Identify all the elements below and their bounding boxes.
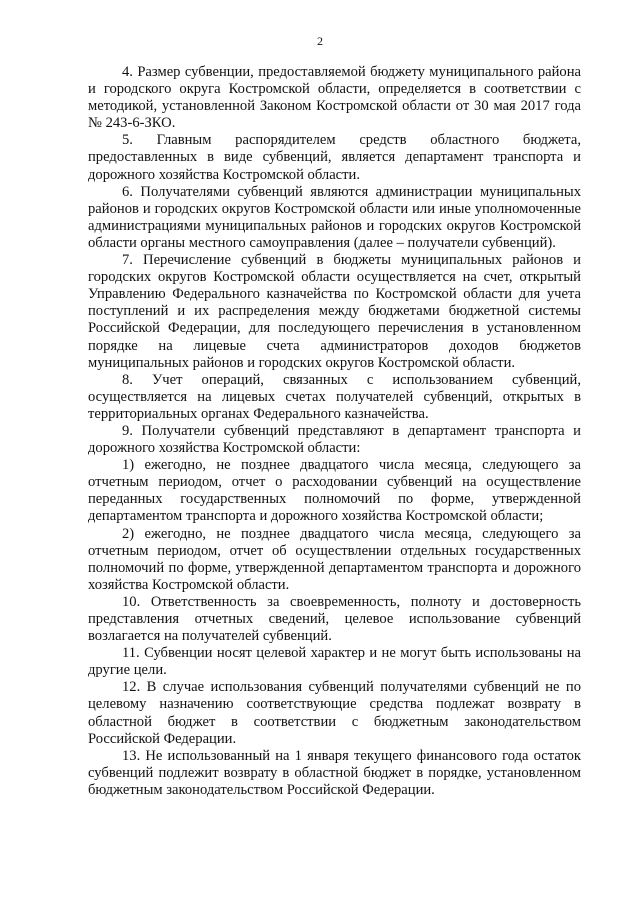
paragraph-9-item-1: 1) ежегодно, не позднее двадцатого числа месяца, следующего за отчетным периодом, отчет о расходовании субвенций на осуществление переданных государственных полномочий по форме, утвержденной департаментом транспорта и дорожного хозяйства Костромской области;	[88, 457, 581, 525]
paragraph-6: 6. Получателями субвенций являются администрации муниципальных районов и городских округов Костромской области или иные уполномоченные администрациями муниципальных районов и городских округов Костромской области органы местного самоуправления (далее – получатели субвенций).	[88, 183, 581, 251]
paragraph-10: 10. Ответственность за своевременность, полноту и достоверность представления отчетных сведений, целевое использование субвенций возлагается на получателей субвенций.	[88, 593, 581, 645]
paragraph-7: 7. Перечисление субвенций в бюджеты муниципальных районов и городских округов Костромской области осуществляется на счет, открытый Управлению Федерального казначейства по Костромской области для учета поступлений и их распределения между бюджетами бюджетной системы Российской Федерации, для последующего перечисления в установленном порядке на лицевые счета администраторов доходов бюджетов муниципальных районов и городских округов Костромской области.	[88, 252, 581, 371]
paragraph-5: 5. Главным распорядителем средств областного бюджета, предоставленных в виде субвенций, является департамент транспорта и дорожного хозяйства Костромской области.	[88, 132, 581, 183]
paragraph-11: 11. Субвенции носят целевой характер и не могут быть использованы на другие цели.	[88, 645, 581, 679]
document-body	[88, 64, 581, 799]
paragraph-13: 13. Не использованный на 1 января текущего финансового года остаток субвенций подлежит возврату в областной бюджет в порядке, установленном бюджетным законодательством Российской Федерации.	[88, 747, 581, 798]
page-number: 2	[317, 34, 323, 48]
paragraph-12: 12. В случае использования субвенций получателями субвенций не по целевому назначению соответствующие средства подлежат возврату в областной бюджет в соответствии с бюджетным законодательством Российской Федерации.	[88, 679, 581, 747]
paragraph-9-item-2: 2) ежегодно, не позднее двадцатого числа месяца, следующего за отчетным периодом, отчет об осуществлении отдельных государственных полномочий по форме, утвержденной департаментом транспорта и дорожного хозяйства Костромской области.	[88, 525, 581, 593]
paragraph-9: 9. Получатели субвенций представляют в департамент транспорта и дорожного хозяйства Костромской области:	[88, 422, 581, 457]
paragraph-8: 8. Учет операций, связанных с использованием субвенций, осуществляется на лицевых счетах получателей субвенций, открытых в территориальных органах Федерального казначейства.	[88, 371, 581, 422]
paragraph-4: 4. Размер субвенции, предоставляемой бюджету муниципального района и городского округа Костромской области, определяется в соответствии с методикой, установленной Законом Костромской области от 30 мая 2017 года № 243-6-ЗКО.	[88, 64, 581, 132]
